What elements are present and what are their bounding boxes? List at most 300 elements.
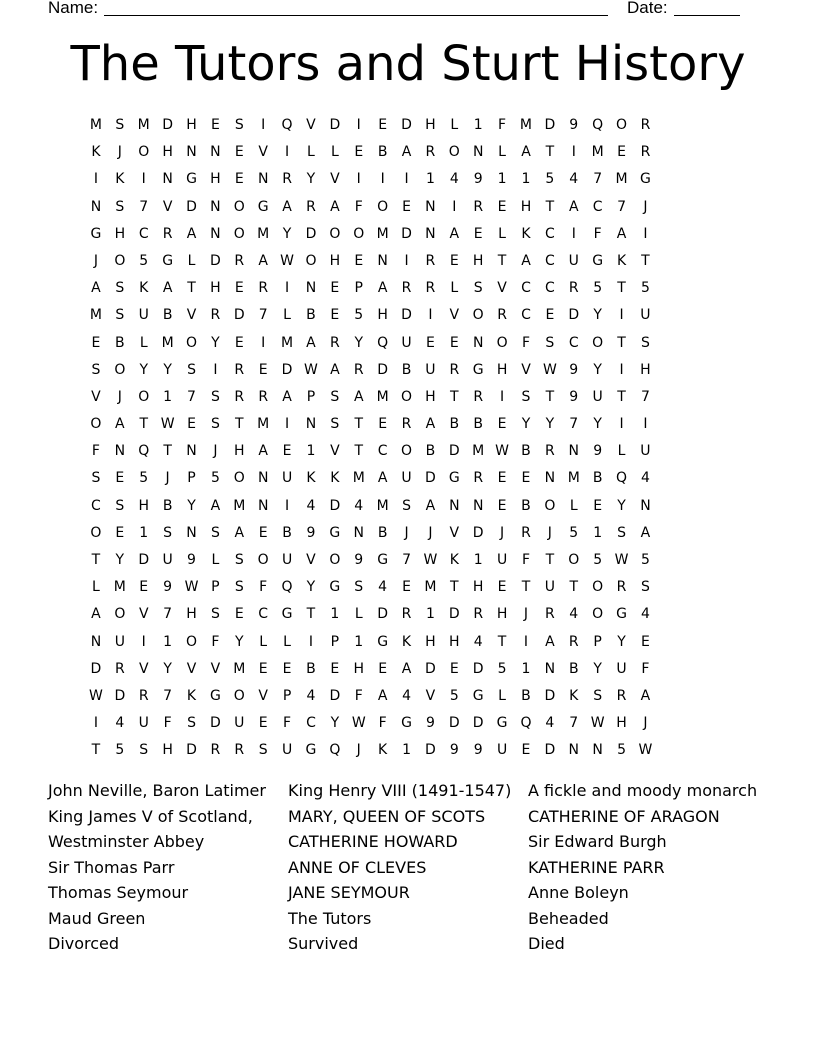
grid-cell[interactable]: A [91, 280, 101, 297]
grid-cell[interactable]: R [473, 606, 484, 623]
grid-cell[interactable]: J [523, 606, 529, 623]
grid-cell[interactable]: I [356, 171, 361, 188]
grid-cell[interactable]: T [354, 416, 364, 433]
grid-cell[interactable]: K [115, 171, 125, 188]
grid-cell[interactable]: A [258, 443, 268, 460]
grid-cell[interactable]: 4 [640, 470, 650, 487]
grid-cell[interactable]: F [354, 198, 363, 215]
grid-cell[interactable]: J [117, 388, 122, 405]
grid-cell[interactable]: M [376, 497, 389, 514]
grid-cell[interactable]: F [521, 552, 530, 568]
grid-cell[interactable]: D [472, 524, 484, 541]
grid-cell[interactable]: Q [281, 117, 293, 133]
grid-cell[interactable]: K [378, 742, 388, 759]
grid-cell[interactable]: J [117, 144, 122, 161]
grid-cell[interactable]: S [115, 307, 125, 324]
grid-cell[interactable]: V [91, 388, 101, 405]
grid-cell[interactable]: O [138, 388, 150, 405]
grid-cell[interactable]: F [521, 334, 530, 351]
grid-cell[interactable]: 1 [593, 524, 603, 541]
grid-cell[interactable]: S [258, 742, 268, 759]
grid-cell[interactable]: I [619, 416, 624, 433]
grid-cell[interactable]: E [378, 416, 388, 433]
grid-cell[interactable]: E [234, 334, 244, 351]
grid-cell[interactable]: 7 [569, 416, 579, 433]
grid-cell[interactable]: U [616, 660, 627, 677]
grid-cell[interactable]: E [234, 280, 244, 297]
grid-cell[interactable]: S [210, 524, 220, 541]
grid-cell[interactable]: T [450, 388, 459, 405]
grid-cell[interactable]: S [115, 280, 125, 297]
grid-cell[interactable]: D [448, 443, 460, 460]
grid-cell[interactable]: R [210, 742, 221, 759]
grid-cell[interactable]: B [521, 443, 531, 460]
grid-cell[interactable]: G [186, 171, 197, 188]
grid-cell[interactable]: I [404, 252, 409, 269]
grid-cell[interactable]: U [401, 334, 412, 351]
grid-cell[interactable]: R [616, 579, 627, 596]
grid-cell[interactable]: H [496, 606, 508, 623]
grid-cell[interactable]: I [571, 225, 576, 242]
grid-cell[interactable]: 9 [449, 742, 459, 759]
grid-cell[interactable]: 9 [569, 388, 579, 405]
grid-cell[interactable]: A [377, 470, 388, 487]
grid-cell[interactable]: D [305, 225, 317, 242]
grid-cell[interactable]: 7 [569, 715, 579, 732]
grid-cell[interactable]: L [569, 497, 578, 514]
grid-cell[interactable]: K [616, 252, 627, 269]
name-field[interactable] [104, 15, 608, 16]
grid-cell[interactable]: Y [593, 416, 602, 433]
grid-cell[interactable]: A [186, 225, 197, 242]
grid-cell[interactable]: L [498, 225, 506, 242]
grid-cell[interactable]: E [449, 660, 459, 677]
grid-cell[interactable]: E [330, 307, 340, 324]
grid-cell[interactable]: V [330, 171, 340, 188]
grid-cell[interactable]: J [404, 524, 409, 541]
grid-cell[interactable]: E [449, 334, 459, 351]
grid-cell[interactable]: L [498, 144, 506, 161]
grid-cell[interactable]: H [472, 252, 484, 269]
grid-cell[interactable]: 1 [139, 524, 149, 541]
grid-cell[interactable]: Q [138, 443, 150, 460]
grid-cell[interactable]: G [496, 715, 508, 732]
grid-cell[interactable]: U [138, 715, 149, 732]
grid-cell[interactable]: F [259, 579, 268, 596]
grid-cell[interactable]: G [377, 633, 389, 650]
grid-cell[interactable]: A [162, 280, 173, 297]
grid-cell[interactable]: O [353, 225, 365, 242]
grid-cell[interactable]: W [423, 552, 438, 568]
grid-cell[interactable]: G [377, 552, 389, 568]
grid-cell[interactable]: L [92, 579, 100, 596]
grid-cell[interactable]: Y [139, 361, 148, 378]
grid-cell[interactable]: L [139, 334, 148, 351]
grid-cell[interactable]: S [234, 117, 244, 133]
grid-cell[interactable]: T [617, 280, 626, 297]
grid-cell[interactable]: B [115, 334, 125, 351]
grid-cell[interactable]: 7 [617, 198, 626, 215]
grid-cell[interactable]: H [616, 715, 627, 732]
grid-cell[interactable]: 1 [163, 633, 173, 650]
grid-cell[interactable]: O [114, 606, 126, 623]
grid-cell[interactable]: F [163, 715, 172, 732]
grid-cell[interactable]: D [233, 307, 245, 324]
grid-cell[interactable]: M [89, 307, 102, 324]
grid-cell[interactable]: U [234, 715, 245, 732]
grid-cell[interactable]: E [354, 252, 364, 269]
grid-cell[interactable]: S [521, 388, 531, 405]
grid-cell[interactable]: G [401, 715, 412, 732]
grid-cell[interactable]: J [428, 524, 433, 541]
grid-cell[interactable]: B [401, 361, 412, 378]
grid-cell[interactable]: Y [617, 497, 626, 514]
grid-cell[interactable]: V [162, 198, 173, 215]
grid-cell[interactable]: 4 [402, 687, 411, 704]
grid-cell[interactable]: T [617, 334, 626, 351]
grid-cell[interactable]: V [138, 660, 149, 677]
grid-cell[interactable]: S [354, 579, 364, 596]
grid-cell[interactable]: M [567, 470, 580, 487]
grid-cell[interactable]: D [377, 606, 389, 623]
grid-cell[interactable]: H [425, 633, 436, 650]
grid-cell[interactable]: D [114, 687, 126, 704]
grid-cell[interactable]: R [306, 198, 316, 215]
grid-cell[interactable]: K [306, 470, 316, 487]
grid-cell[interactable]: D [377, 361, 389, 378]
grid-cell[interactable]: E [258, 524, 268, 541]
grid-cell[interactable]: H [234, 443, 245, 460]
grid-cell[interactable]: I [213, 361, 218, 378]
grid-cell[interactable]: J [643, 198, 648, 215]
grid-cell[interactable]: G [472, 687, 484, 704]
grid-cell[interactable]: E [521, 742, 531, 759]
grid-cell[interactable]: E [449, 252, 459, 269]
grid-cell[interactable]: N [449, 497, 460, 514]
grid-cell[interactable]: H [114, 225, 126, 242]
grid-cell[interactable]: G [448, 470, 460, 487]
grid-cell[interactable]: O [90, 524, 102, 541]
grid-cell[interactable]: N [90, 633, 102, 650]
grid-cell[interactable]: O [592, 334, 604, 351]
grid-cell[interactable]: B [425, 443, 436, 460]
grid-cell[interactable]: T [163, 443, 172, 460]
grid-cell[interactable]: M [257, 225, 270, 242]
grid-cell[interactable]: E [378, 660, 388, 677]
grid-cell[interactable]: A [521, 252, 531, 269]
grid-cell[interactable]: D [401, 225, 412, 242]
grid-cell[interactable]: M [113, 579, 126, 596]
grid-cell[interactable]: 5 [569, 524, 579, 541]
grid-cell[interactable]: M [472, 443, 485, 460]
grid-cell[interactable]: F [283, 715, 292, 732]
grid-cell[interactable]: Y [306, 579, 316, 596]
grid-cell[interactable]: N [257, 470, 269, 487]
grid-cell[interactable]: 1 [521, 171, 531, 188]
grid-cell[interactable]: K [139, 280, 149, 297]
grid-cell[interactable]: 5 [497, 660, 507, 677]
grid-cell[interactable]: S [115, 497, 125, 514]
grid-cell[interactable]: O [114, 252, 126, 269]
grid-cell[interactable]: O [233, 225, 245, 242]
grid-cell[interactable]: B [282, 524, 292, 541]
grid-cell[interactable]: E [497, 470, 507, 487]
grid-cell[interactable]: A [568, 198, 579, 215]
grid-cell[interactable]: E [234, 171, 244, 188]
grid-cell[interactable]: S [617, 524, 626, 541]
grid-cell[interactable]: E [425, 334, 435, 351]
grid-cell[interactable]: E [258, 660, 268, 677]
grid-cell[interactable]: D [329, 117, 341, 133]
grid-cell[interactable]: E [258, 715, 268, 732]
grid-cell[interactable]: D [425, 742, 436, 759]
grid-cell[interactable]: N [472, 144, 484, 161]
grid-cell[interactable]: 9 [473, 171, 483, 188]
grid-cell[interactable]: L [283, 633, 291, 650]
grid-cell[interactable]: R [497, 307, 507, 324]
grid-cell[interactable]: V [258, 687, 268, 704]
grid-cell[interactable]: G [209, 687, 221, 704]
grid-cell[interactable]: T [235, 416, 244, 433]
grid-cell[interactable]: Y [163, 361, 172, 378]
grid-cell[interactable]: H [210, 280, 221, 297]
grid-cell[interactable]: V [330, 443, 340, 460]
grid-cell[interactable]: R [521, 524, 531, 541]
grid-cell[interactable]: U [496, 742, 508, 759]
grid-cell[interactable]: V [306, 117, 316, 133]
grid-cell[interactable]: H [329, 252, 341, 269]
grid-cell[interactable]: D [281, 361, 293, 378]
grid-cell[interactable]: E [234, 606, 244, 623]
grid-cell[interactable]: R [401, 280, 412, 297]
grid-cell[interactable]: H [353, 660, 364, 677]
grid-cell[interactable]: W [638, 742, 653, 759]
grid-cell[interactable]: F [641, 660, 650, 677]
grid-cell[interactable]: P [282, 687, 292, 704]
grid-cell[interactable]: K [401, 633, 412, 650]
grid-cell[interactable]: R [473, 470, 484, 487]
grid-cell[interactable]: G [592, 252, 604, 269]
grid-cell[interactable]: D [186, 742, 197, 759]
grid-cell[interactable]: D [210, 252, 221, 269]
grid-cell[interactable]: 1 [425, 606, 435, 623]
grid-cell[interactable]: 1 [354, 633, 364, 650]
grid-cell[interactable]: I [93, 715, 99, 732]
grid-cell[interactable]: H [472, 579, 484, 596]
grid-cell[interactable]: M [233, 660, 246, 677]
grid-cell[interactable]: F [354, 687, 363, 704]
grid-cell[interactable]: Y [235, 633, 244, 650]
grid-cell[interactable]: T [91, 552, 101, 568]
grid-cell[interactable]: D [568, 307, 580, 324]
grid-cell[interactable]: 5 [640, 280, 650, 297]
grid-cell[interactable]: U [138, 307, 149, 324]
grid-cell[interactable]: H [210, 171, 221, 188]
grid-cell[interactable]: E [497, 497, 507, 514]
grid-cell[interactable]: Q [329, 742, 341, 759]
grid-cell[interactable]: O [138, 144, 150, 161]
grid-cell[interactable]: E [139, 579, 149, 596]
grid-cell[interactable]: Q [377, 334, 389, 351]
grid-cell[interactable]: O [544, 497, 556, 514]
grid-cell[interactable]: O [616, 117, 628, 133]
grid-cell[interactable]: I [500, 388, 505, 405]
grid-cell[interactable]: U [544, 579, 555, 596]
grid-cell[interactable]: I [285, 144, 290, 161]
grid-cell[interactable]: 7 [139, 198, 149, 215]
grid-cell[interactable]: E [282, 443, 292, 460]
grid-cell[interactable]: C [592, 198, 603, 215]
grid-cell[interactable]: W [495, 443, 509, 460]
grid-cell[interactable]: T [354, 443, 364, 460]
grid-cell[interactable]: V [449, 307, 460, 324]
grid-cell[interactable]: U [640, 307, 651, 324]
grid-cell[interactable]: T [545, 144, 555, 161]
grid-cell[interactable]: R [282, 171, 292, 188]
grid-cell[interactable]: 7 [163, 606, 173, 623]
grid-cell[interactable]: A [377, 687, 388, 704]
grid-cell[interactable]: U [281, 552, 293, 568]
grid-cell[interactable]: N [425, 225, 436, 242]
grid-cell[interactable]: S [640, 579, 650, 596]
grid-cell[interactable]: K [186, 687, 197, 704]
grid-cell[interactable]: N [544, 660, 556, 677]
grid-cell[interactable]: C [138, 225, 149, 242]
grid-cell[interactable]: L [259, 633, 268, 650]
grid-cell[interactable]: N [90, 198, 102, 215]
grid-cell[interactable]: S [210, 606, 220, 623]
grid-cell[interactable]: D [90, 660, 102, 677]
grid-cell[interactable]: Y [593, 660, 602, 677]
grid-cell[interactable]: S [330, 416, 340, 433]
grid-cell[interactable]: G [257, 198, 269, 215]
grid-cell[interactable]: J [356, 742, 361, 759]
grid-cell[interactable]: N [210, 198, 221, 215]
grid-cell[interactable]: R [425, 280, 436, 297]
grid-cell[interactable]: N [162, 171, 173, 188]
grid-cell[interactable]: O [448, 144, 460, 161]
grid-cell[interactable]: W [542, 361, 557, 378]
grid-cell[interactable]: G [616, 606, 627, 623]
grid-cell[interactable]: D [329, 687, 341, 704]
grid-cell[interactable]: M [281, 334, 294, 351]
grid-cell[interactable]: O [329, 225, 341, 242]
grid-cell[interactable]: F [593, 225, 602, 242]
grid-cell[interactable]: L [187, 252, 196, 269]
grid-cell[interactable]: U [425, 361, 436, 378]
grid-cell[interactable]: 5 [640, 552, 650, 568]
grid-cell[interactable]: 9 [569, 117, 579, 133]
grid-cell[interactable]: A [640, 524, 651, 541]
grid-cell[interactable]: C [521, 307, 531, 324]
grid-cell[interactable]: E [330, 660, 340, 677]
grid-cell[interactable]: L [211, 552, 220, 568]
grid-cell[interactable]: E [330, 280, 340, 297]
grid-cell[interactable]: R [258, 280, 269, 297]
grid-cell[interactable]: W [304, 361, 318, 378]
grid-cell[interactable]: 9 [473, 742, 483, 759]
grid-cell[interactable]: C [377, 443, 388, 460]
grid-cell[interactable]: A [401, 660, 412, 677]
grid-cell[interactable]: Y [545, 416, 555, 433]
grid-cell[interactable]: P [306, 388, 316, 405]
grid-cell[interactable]: E [593, 497, 603, 514]
grid-cell[interactable]: 4 [115, 715, 125, 732]
grid-cell[interactable]: A [282, 198, 292, 215]
grid-cell[interactable]: W [280, 252, 294, 269]
grid-cell[interactable]: 7 [187, 388, 196, 405]
grid-cell[interactable]: N [592, 742, 603, 759]
grid-cell[interactable]: 5 [115, 742, 125, 759]
grid-cell[interactable]: H [425, 117, 436, 133]
grid-cell[interactable]: S [187, 361, 196, 378]
grid-cell[interactable]: R [162, 225, 173, 242]
grid-cell[interactable]: E [187, 416, 196, 433]
grid-cell[interactable]: 5 [210, 470, 220, 487]
grid-cell[interactable]: H [138, 497, 149, 514]
grid-cell[interactable]: O [185, 334, 198, 351]
grid-cell[interactable]: H [162, 144, 173, 161]
grid-cell[interactable]: V [186, 307, 197, 324]
grid-cell[interactable]: R [210, 307, 221, 324]
grid-cell[interactable]: 1 [521, 660, 531, 677]
grid-cell[interactable]: E [497, 198, 507, 215]
grid-cell[interactable]: L [498, 687, 506, 704]
grid-cell[interactable]: R [114, 660, 125, 677]
grid-cell[interactable]: D [401, 307, 412, 324]
grid-cell[interactable]: 1 [402, 742, 411, 759]
grid-cell[interactable]: G [329, 524, 341, 541]
grid-cell[interactable]: G [305, 742, 317, 759]
grid-cell[interactable]: I [523, 633, 529, 650]
grid-cell[interactable]: D [472, 660, 484, 677]
grid-cell[interactable]: S [210, 388, 220, 405]
grid-cell[interactable]: O [377, 198, 389, 215]
grid-cell[interactable]: P [593, 633, 602, 650]
grid-cell[interactable]: V [425, 687, 436, 704]
grid-cell[interactable]: Y [163, 660, 172, 677]
grid-cell[interactable]: C [258, 606, 269, 623]
grid-cell[interactable]: M [591, 144, 604, 161]
grid-cell[interactable]: E [521, 470, 531, 487]
grid-cell[interactable]: C [91, 497, 101, 514]
grid-cell[interactable]: T [187, 280, 196, 297]
grid-cell[interactable]: Y [211, 334, 220, 351]
grid-cell[interactable]: S [234, 579, 244, 596]
grid-cell[interactable]: 9 [593, 443, 603, 460]
grid-cell[interactable]: I [285, 416, 290, 433]
grid-cell[interactable]: D [448, 715, 460, 732]
grid-cell[interactable]: S [163, 524, 173, 541]
grid-cell[interactable]: L [330, 144, 339, 161]
grid-cell[interactable]: H [520, 198, 532, 215]
grid-cell[interactable]: K [330, 470, 340, 487]
grid-cell[interactable]: 9 [425, 715, 435, 732]
grid-cell[interactable]: R [234, 388, 245, 405]
grid-cell[interactable]: Y [593, 361, 602, 378]
grid-cell[interactable]: O [114, 361, 126, 378]
grid-cell[interactable]: 4 [640, 606, 650, 623]
grid-cell[interactable]: R [568, 633, 579, 650]
grid-cell[interactable]: 9 [187, 552, 196, 568]
grid-cell[interactable]: A [353, 388, 364, 405]
grid-cell[interactable]: A [91, 606, 101, 623]
grid-cell[interactable]: B [377, 524, 388, 541]
grid-cell[interactable]: W [351, 715, 366, 732]
grid-cell[interactable]: R [353, 361, 364, 378]
grid-cell[interactable]: 7 [640, 388, 650, 405]
grid-cell[interactable]: T [569, 579, 579, 596]
